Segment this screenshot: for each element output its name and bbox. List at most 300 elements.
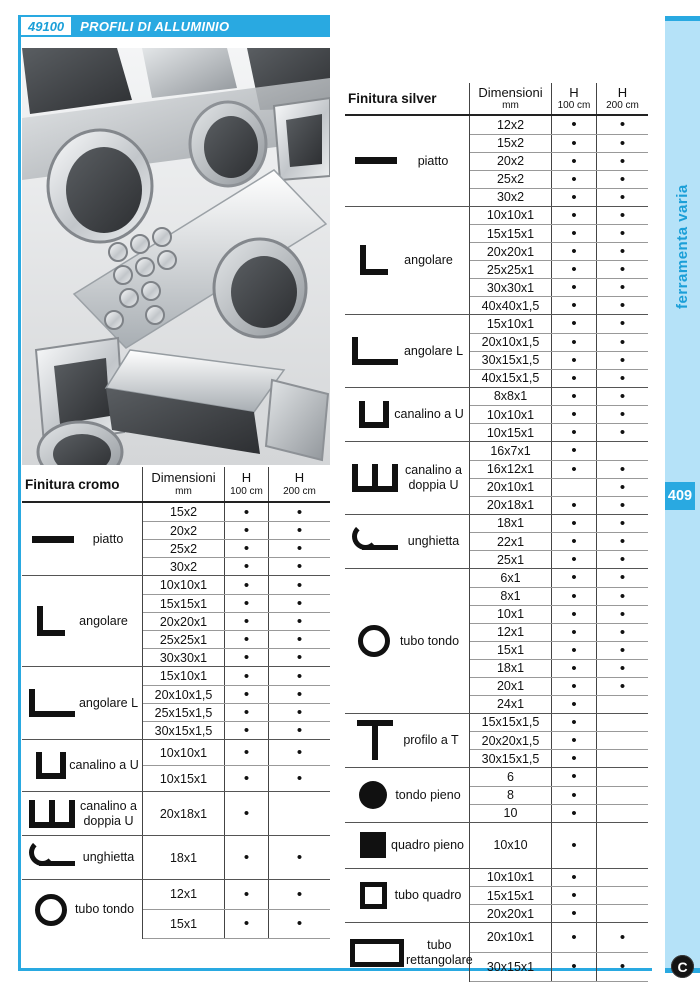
dimension-value: 15x10x1 (470, 315, 552, 333)
profile-rows (470, 823, 648, 868)
h200-availability (597, 442, 648, 460)
h100-availability: • (225, 503, 269, 521)
table-row (470, 786, 648, 804)
profile-name: canalino a doppia U (80, 799, 137, 828)
profile-rows (143, 792, 330, 835)
table-row (470, 659, 648, 677)
tubo-tondo-icon (35, 894, 67, 926)
h200-availability: • (619, 659, 626, 677)
profile-group (22, 791, 330, 835)
table-row (143, 792, 330, 835)
h100-availability (552, 479, 597, 496)
h100-availability: • (552, 442, 597, 460)
tondo-pieno-icon (359, 781, 387, 809)
dimension-value: 8 (470, 787, 552, 804)
table-row (143, 685, 330, 703)
table-row (470, 478, 648, 496)
table-row (143, 576, 330, 594)
table-row (470, 587, 648, 605)
table-row (470, 532, 648, 550)
column-header-unit: 100 cm (230, 485, 263, 497)
dimension-value: 15x1 (143, 910, 225, 939)
dimension-value: 15x15x1 (470, 887, 552, 904)
h100-availability: • (225, 576, 269, 594)
h200-availability: • (619, 243, 626, 260)
dimension-value: 25x2 (470, 171, 552, 188)
h100-availability: • (225, 686, 269, 703)
table-row (470, 260, 648, 278)
profile-name: tubo tondo (74, 902, 135, 917)
h200-availability (597, 887, 648, 904)
table-row (143, 594, 330, 612)
column-header-h200 (269, 467, 330, 501)
dimension-value: 6 (470, 768, 552, 786)
h200-availability: • (619, 369, 626, 387)
profile-label-cell (22, 740, 143, 791)
profile-name: unghietta (407, 534, 460, 549)
table-row (143, 703, 330, 721)
category-label: ferramenta varia (674, 184, 691, 310)
profile-group (345, 206, 648, 315)
dimension-value: 10x10x1 (470, 406, 552, 423)
table-row (470, 170, 648, 188)
profile-label-cell (22, 667, 143, 739)
profile-group (345, 568, 648, 713)
column-header-label: H (569, 84, 579, 100)
dimension-value: 30x30x1 (143, 649, 225, 666)
h100-availability: • (225, 613, 269, 630)
profile-name: quadro pieno (391, 837, 464, 852)
profile-group (22, 575, 330, 666)
profile-label-cell (345, 569, 470, 713)
h200-availability: • (619, 496, 626, 514)
profile-name: piatto (92, 531, 124, 546)
unghietta-icon (29, 849, 75, 866)
dimension-value: 25x25x1 (470, 261, 552, 278)
h200-availability: • (296, 744, 303, 761)
h200-availability: • (296, 558, 303, 575)
h200-availability: • (296, 540, 303, 557)
profile-rows (143, 836, 330, 879)
profile-name: unghietta (82, 850, 135, 865)
dimension-value: 10x10x1 (470, 869, 552, 887)
column-header-dimensioni (143, 467, 225, 501)
dimension-value: 18x1 (470, 515, 552, 533)
h200-availability: • (619, 514, 626, 532)
h200-availability: • (619, 116, 626, 134)
h200-availability: • (296, 849, 303, 866)
h100-availability: • (225, 910, 269, 939)
publisher-logo-icon: C (671, 955, 694, 978)
dimension-value: 10x1 (470, 606, 552, 623)
column-header-unit: mm (502, 100, 519, 112)
h200-availability (597, 905, 648, 922)
header-bar (18, 15, 330, 37)
h200-availability: • (296, 613, 303, 630)
dimension-value: 10x15x1 (470, 424, 552, 441)
h100-availability: • (225, 880, 269, 909)
column-header-label: Dimensioni (151, 470, 216, 486)
table-row (470, 623, 648, 641)
profile-group (345, 387, 648, 442)
dimension-value: 25x2 (143, 540, 225, 557)
column-header-unit: 100 cm (557, 100, 591, 112)
column-header-h100 (552, 83, 597, 114)
h100-availability: • (552, 660, 597, 677)
dimension-value: 20x20x1 (470, 243, 552, 260)
table-row (470, 134, 648, 152)
product-photo (22, 48, 330, 465)
dimension-value: 20x2 (143, 522, 225, 539)
profile-group (22, 879, 330, 939)
profile-label-cell (22, 792, 143, 835)
table-row (470, 804, 648, 822)
h200-availability: • (296, 595, 303, 612)
profile-rows (470, 116, 648, 206)
table-row (470, 823, 648, 868)
table-row (470, 460, 648, 478)
page-number-badge: 409 (665, 482, 695, 510)
h200-availability: • (619, 569, 626, 587)
profile-label-cell (345, 442, 470, 514)
h200-availability: • (619, 315, 626, 333)
dimension-value: 10x10 (470, 823, 552, 868)
h100-availability: • (225, 740, 269, 765)
table-row (143, 721, 330, 739)
unghietta-icon (352, 533, 398, 550)
table-row (470, 496, 648, 514)
h200-availability: • (619, 677, 626, 695)
h100-availability: • (225, 766, 269, 791)
table-row (143, 909, 330, 939)
h100-availability: • (552, 714, 597, 732)
h100-availability: • (552, 352, 597, 369)
profile-name: canalino a U (69, 758, 139, 773)
dimension-value: 30x15x1,5 (143, 722, 225, 739)
table-row (470, 952, 648, 982)
h100-availability: • (552, 515, 597, 533)
dimension-value: 8x1 (470, 588, 552, 605)
table-row (470, 550, 648, 568)
column-header-dimensioni (470, 83, 552, 114)
column-header-h100 (225, 467, 269, 501)
article-code: 49100 (21, 17, 71, 35)
profile-group (22, 503, 330, 575)
table-row (470, 749, 648, 767)
profile-name: canalino a U (394, 407, 464, 422)
dimension-value: 20x18x1 (470, 497, 552, 514)
h200-availability: • (619, 297, 626, 314)
dimension-value: 20x10x1 (470, 923, 552, 952)
h200-availability: • (619, 551, 626, 568)
profile-group (345, 868, 648, 923)
h100-availability: • (552, 315, 597, 333)
dimension-value: 20x1 (470, 678, 552, 695)
column-header-label: H (241, 470, 252, 486)
h200-availability: • (619, 460, 626, 478)
table-row (470, 869, 648, 887)
table-finitura-cromo (22, 467, 330, 939)
dimension-value: 15x15x1 (470, 225, 552, 242)
dimension-value: 25x1 (470, 551, 552, 568)
table-row (470, 515, 648, 533)
profile-name: angolare L (78, 695, 139, 710)
profile-rows (143, 576, 330, 666)
h100-availability: • (225, 522, 269, 539)
h200-availability: • (619, 279, 626, 296)
profile-label-cell (345, 714, 470, 768)
column-header-unit: 200 cm (606, 100, 639, 112)
h200-availability (597, 714, 648, 732)
table-title: Finitura cromo (22, 467, 143, 501)
h100-availability: • (552, 750, 597, 767)
h200-availability: • (296, 576, 303, 594)
profile-name: angolare (404, 253, 453, 268)
profile-group (22, 666, 330, 739)
profile-group (345, 713, 648, 768)
column-header-label: H (617, 84, 628, 100)
h100-availability: • (552, 135, 597, 152)
profile-label-cell (345, 315, 470, 387)
h100-availability: • (552, 406, 597, 423)
dimension-value: 30x2 (470, 189, 552, 206)
table-row (470, 714, 648, 732)
table-row (143, 539, 330, 557)
h100-availability: • (552, 551, 597, 568)
h100-availability: • (225, 631, 269, 648)
dimension-value: 20x10x1,5 (143, 686, 225, 703)
dimension-value: 22x1 (470, 533, 552, 550)
angolare-l-icon (352, 337, 398, 365)
table-row (470, 569, 648, 587)
column-header-label: Dimensioni (478, 84, 543, 100)
dimension-value: 15x10x1 (143, 667, 225, 685)
profile-rows (143, 740, 330, 791)
profile-rows (143, 667, 330, 739)
h200-availability (597, 750, 648, 767)
profile-label-cell (345, 869, 470, 923)
table-finitura-silver (345, 83, 648, 982)
dimension-value: 20x20x1,5 (470, 732, 552, 749)
angolare-icon (360, 245, 388, 275)
h200-availability: • (619, 206, 626, 224)
dimension-value: 30x15x1,5 (470, 750, 552, 767)
h200-availability (597, 787, 648, 804)
h200-availability: • (619, 188, 626, 206)
frame-left-border (18, 36, 21, 971)
tubo-rettangolare-icon (350, 939, 404, 967)
profile-group (345, 116, 648, 206)
dimension-value: 10x10x1 (470, 207, 552, 225)
h100-availability: • (225, 722, 269, 739)
dimension-value: 15x2 (143, 503, 225, 521)
dimension-value: 6x1 (470, 569, 552, 587)
h100-availability: • (552, 768, 597, 786)
h200-availability: • (296, 704, 303, 721)
canalino-doppia-u-icon (352, 464, 398, 492)
profile-label-cell (22, 503, 143, 575)
column-header-label: H (294, 470, 305, 486)
h100-availability: • (552, 732, 597, 749)
dimension-value: 30x30x1 (470, 279, 552, 296)
h200-availability: • (619, 424, 626, 441)
profile-group (345, 767, 648, 822)
table-row (470, 886, 648, 904)
dimension-value: 15x2 (470, 135, 552, 152)
profile-rows (470, 315, 648, 387)
h200-availability: • (619, 958, 626, 976)
table-header (345, 83, 648, 116)
h100-availability: • (552, 905, 597, 922)
h200-availability (597, 696, 648, 713)
h100-availability: • (552, 497, 597, 514)
h100-availability: • (552, 787, 597, 804)
h100-availability: • (225, 792, 269, 835)
h100-availability: • (552, 569, 597, 587)
profile-group (345, 314, 648, 387)
h100-availability: • (552, 171, 597, 188)
dimension-value: 30x15x1,5 (470, 352, 552, 369)
column-header-unit: 200 cm (283, 485, 316, 497)
table-row (470, 605, 648, 623)
table-row (143, 648, 330, 666)
h200-availability: • (296, 631, 303, 648)
h200-availability (597, 805, 648, 822)
h200-availability: • (619, 333, 626, 351)
h200-availability (269, 792, 330, 835)
h200-availability: • (296, 667, 303, 685)
table-row (470, 695, 648, 713)
h100-availability: • (552, 869, 597, 887)
dimension-value: 25x25x1 (143, 631, 225, 648)
profile-name: tubo rettangolare (406, 938, 473, 967)
column-header-unit: mm (175, 485, 192, 497)
profile-group (22, 739, 330, 791)
table-row (143, 521, 330, 539)
profile-rows (470, 207, 648, 315)
table-row (470, 315, 648, 333)
h200-availability: • (296, 686, 303, 703)
h100-availability: • (552, 116, 597, 134)
h100-availability: • (552, 606, 597, 623)
dimension-value: 20x10x1,5 (470, 334, 552, 351)
profile-label-cell (345, 923, 473, 982)
h200-availability: • (296, 915, 303, 933)
profile-group (345, 514, 648, 569)
profile-label-cell (345, 823, 470, 868)
h200-availability: • (619, 170, 626, 188)
h100-availability: • (552, 823, 597, 868)
h100-availability: • (552, 624, 597, 641)
h100-availability: • (552, 207, 597, 225)
table-row (470, 188, 648, 206)
table-row (470, 152, 648, 170)
profile-rows (143, 880, 330, 939)
table-row (470, 731, 648, 749)
table-row (143, 667, 330, 685)
dimension-value: 8x8x1 (470, 388, 552, 406)
profile-group (345, 922, 648, 982)
canalino-u-icon (359, 401, 389, 428)
table-row (143, 612, 330, 630)
h200-availability: • (619, 134, 626, 152)
h100-availability: • (552, 153, 597, 170)
profile-label-cell (22, 576, 143, 666)
profile-rows (470, 869, 648, 923)
sidebar-ferramenta-varia (665, 16, 700, 973)
h100-availability: • (225, 667, 269, 685)
h200-availability (597, 732, 648, 749)
h200-availability: • (619, 478, 626, 496)
table-row (470, 333, 648, 351)
dimension-value: 20x20x1 (470, 905, 552, 922)
h200-availability: • (619, 351, 626, 369)
table-row (143, 880, 330, 909)
dimension-value: 15x1 (470, 642, 552, 659)
h200-availability: • (619, 605, 626, 623)
h100-availability: • (225, 704, 269, 721)
h100-availability: • (552, 805, 597, 822)
h200-availability: • (619, 387, 626, 405)
dimension-value: 15x15x1 (143, 595, 225, 612)
h100-availability: • (552, 370, 597, 387)
sidebar-top-cap (665, 16, 700, 21)
profile-rows (470, 388, 648, 442)
h100-availability: • (552, 189, 597, 206)
h100-availability: • (552, 953, 597, 982)
profile-label-cell (345, 768, 470, 822)
h200-availability: • (296, 885, 303, 903)
dimension-value: 10x15x1 (143, 766, 225, 791)
table-row (470, 369, 648, 387)
profile-name: tubo tondo (399, 633, 460, 648)
h200-availability: • (619, 928, 626, 946)
h100-availability: • (552, 678, 597, 695)
dimension-value: 30x2 (143, 558, 225, 575)
table-row (470, 278, 648, 296)
dimension-value: 24x1 (470, 696, 552, 713)
dimension-value: 40x15x1,5 (470, 370, 552, 387)
table-row (143, 630, 330, 648)
angolare-icon (37, 606, 65, 636)
h100-availability: • (225, 540, 269, 557)
dimension-value: 10 (470, 805, 552, 822)
aluminium-profiles-image (22, 48, 330, 465)
h100-availability: • (225, 595, 269, 612)
dimension-value: 10x10x1 (143, 576, 225, 594)
piatto-icon (32, 536, 74, 543)
profile-rows (143, 503, 330, 575)
dimension-value: 40x40x1,5 (470, 297, 552, 314)
h200-availability: • (296, 503, 303, 521)
h100-availability: • (225, 836, 269, 879)
profile-name: tubo quadro (394, 888, 462, 903)
profilo-t-icon (357, 720, 393, 760)
table-row (470, 904, 648, 922)
h100-availability: • (552, 642, 597, 659)
profile-group (345, 822, 648, 868)
profile-label-cell (345, 207, 470, 315)
h200-availability: • (296, 522, 303, 539)
h200-availability: • (619, 641, 626, 659)
table-row (143, 836, 330, 879)
profile-group (345, 441, 648, 514)
profile-name: piatto (417, 153, 449, 168)
table-row (470, 207, 648, 225)
dimension-value: 16x12x1 (470, 461, 552, 478)
profile-rows (470, 515, 648, 569)
table-row (143, 765, 330, 791)
